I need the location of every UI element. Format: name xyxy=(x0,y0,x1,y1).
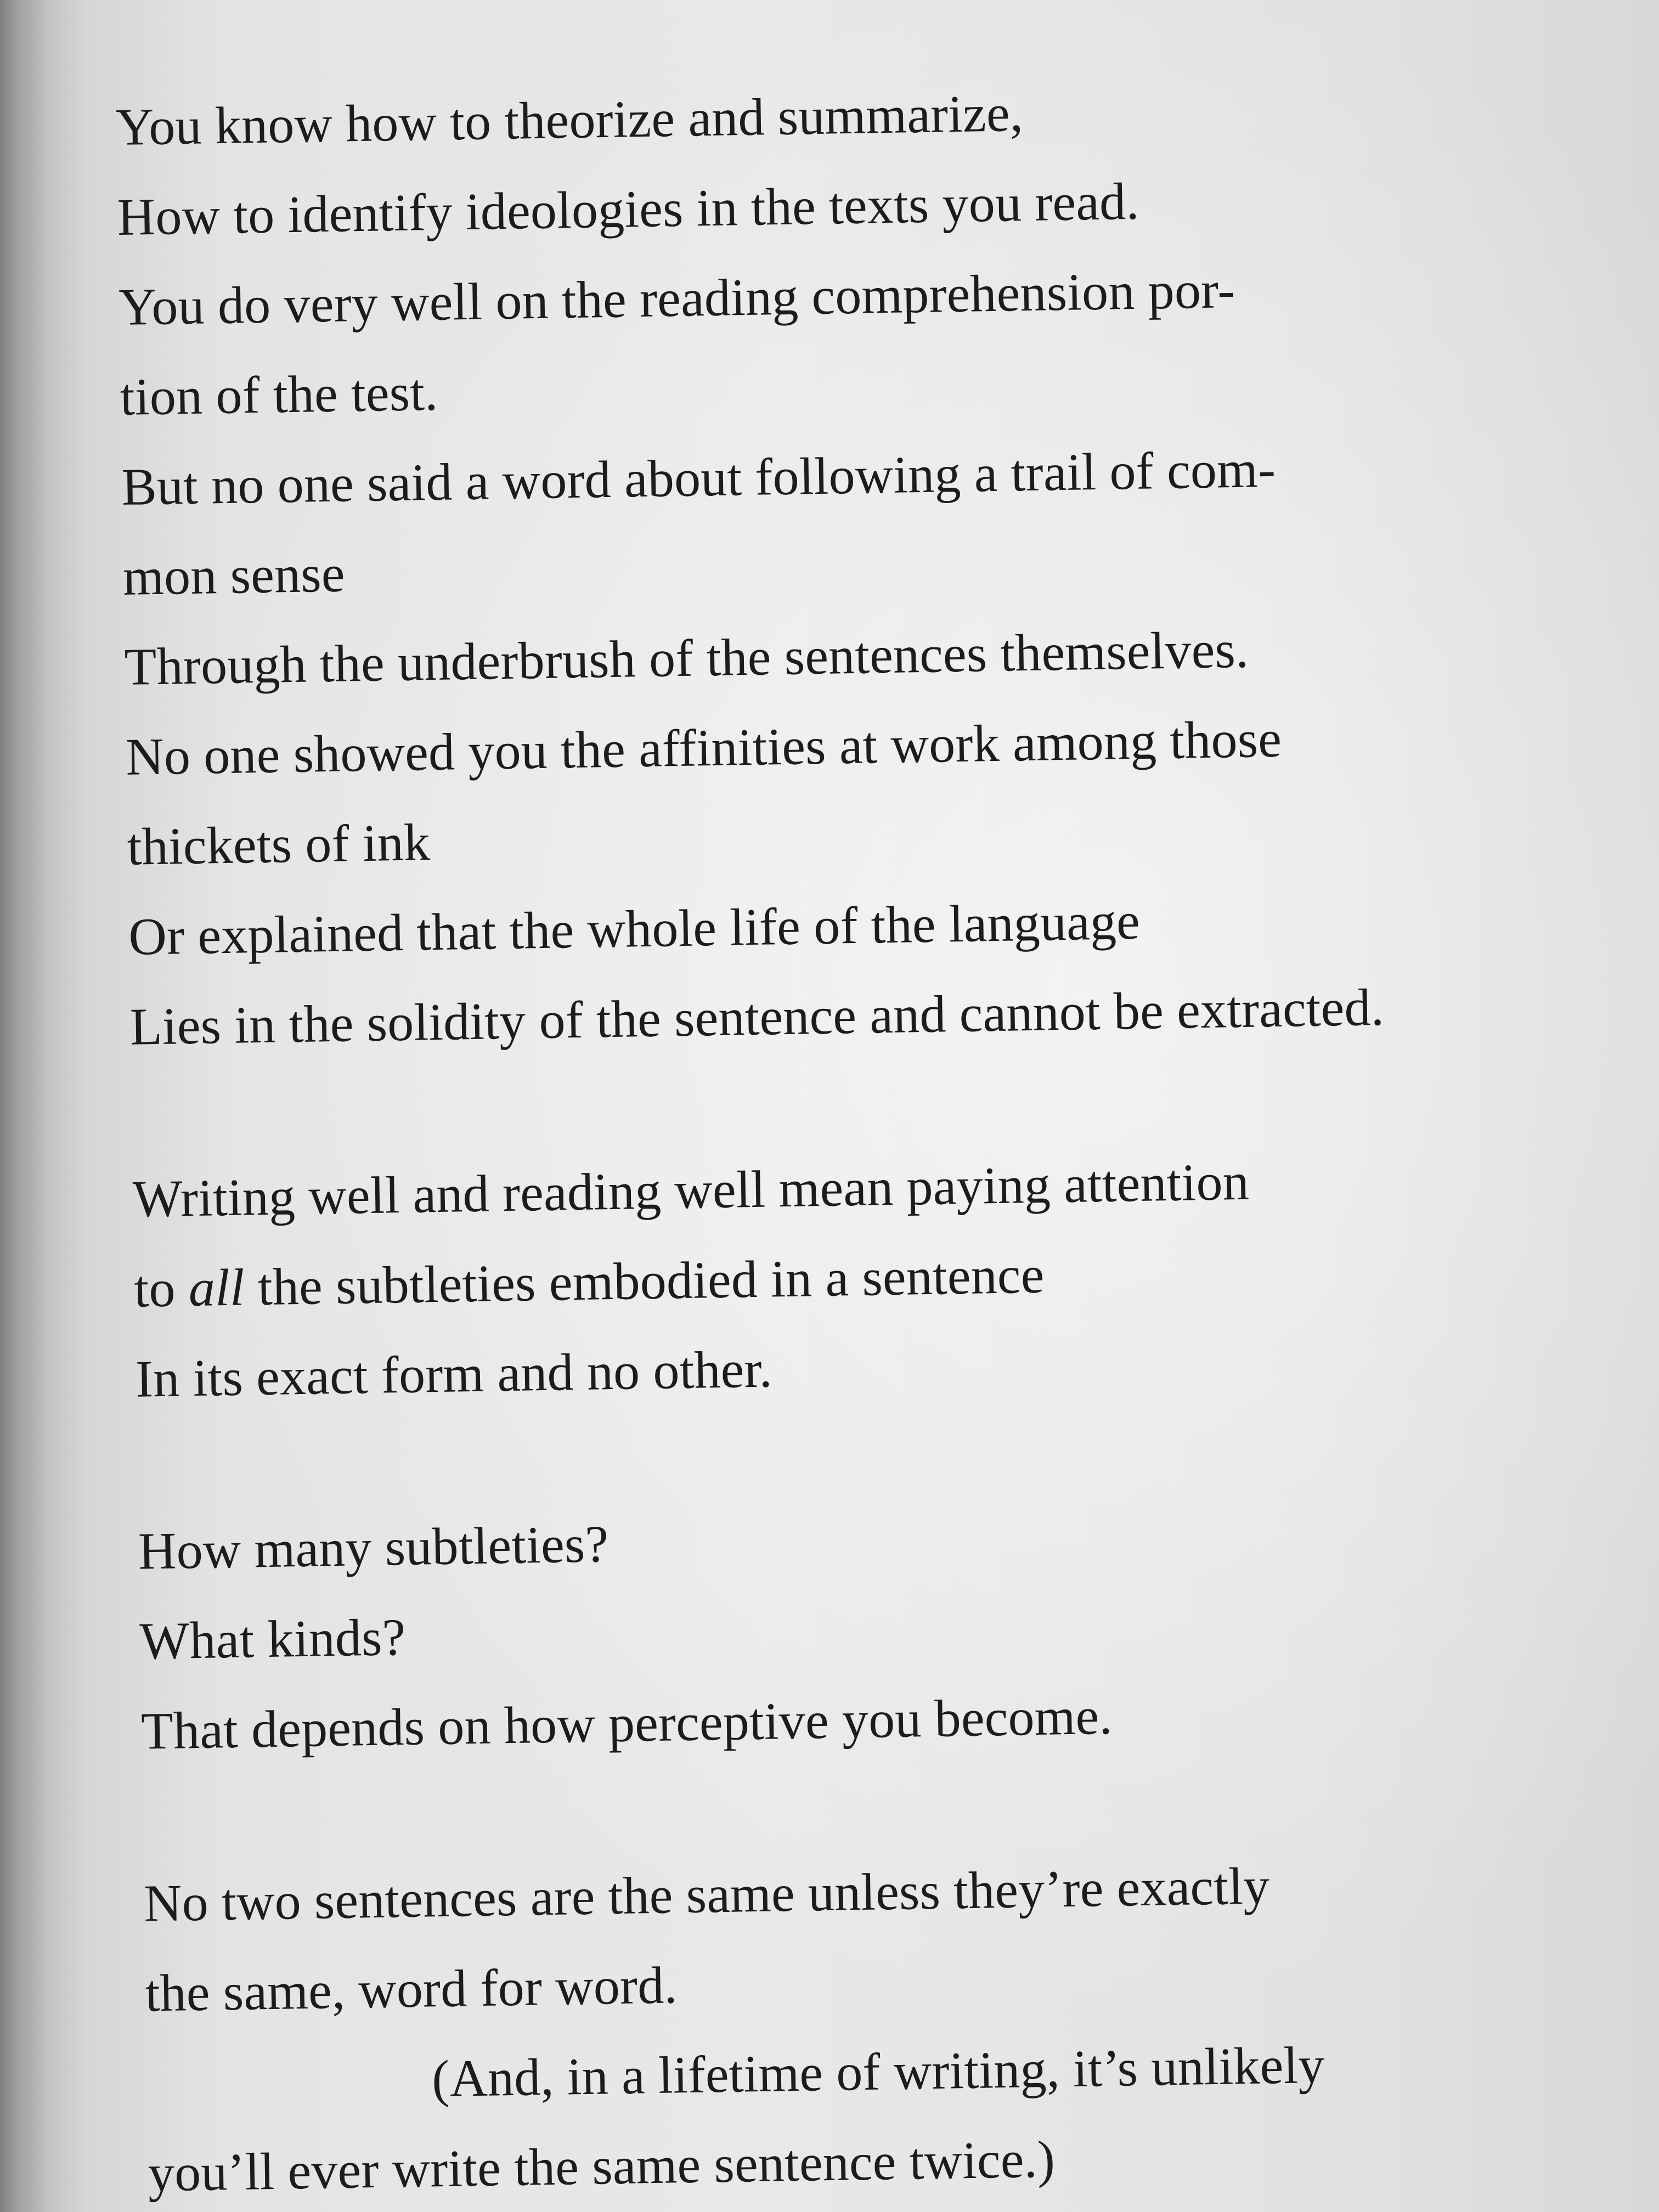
text-fragment: the subtleties embodied in a sentence xyxy=(244,1245,1045,1317)
text-line: How to identify ideologies in the texts you read. xyxy=(117,171,1140,246)
text-line: You do very well on the reading comprehension por- xyxy=(118,259,1236,336)
page-gutter-shadow xyxy=(0,0,49,2212)
text-line: No one showed you the affinities at work among those xyxy=(125,709,1282,786)
text-line: tion of the test. xyxy=(120,362,439,426)
text-line: mon sense xyxy=(122,544,346,606)
text-line: No two sentences are the same unless they’re exactly xyxy=(143,1856,1271,1933)
text-line-indented: (And, in a lifetime of writing, it’s unlikely xyxy=(431,2035,1325,2108)
stanza-3 xyxy=(138,1483,1623,1776)
page-text xyxy=(115,59,1630,2212)
text-line: But no one said a word about following a trail of com- xyxy=(121,439,1276,516)
text-line: Lies in the solidity of the sentence and cannot be extracted. xyxy=(129,977,1385,1056)
stanza-1 xyxy=(115,59,1612,1072)
text-line: you’ll ever write the same sentence twice.) xyxy=(148,2129,1056,2203)
text-fragment: to xyxy=(133,1259,189,1318)
text-line: What kinds? xyxy=(139,1607,407,1671)
text-line: thickets of ink xyxy=(127,812,431,876)
text-line: That depends on how perceptive you become. xyxy=(140,1686,1113,1760)
text-line: You know how to theorize and summarize, xyxy=(115,83,1024,156)
stanza-4 xyxy=(143,1835,1630,2212)
text-line: Writing well and reading well mean paying attention xyxy=(132,1152,1250,1228)
text-line: the same, word for word. xyxy=(144,1955,678,2023)
emphasized-word: all xyxy=(188,1257,245,1318)
text-line: How many subtleties? xyxy=(138,1514,609,1581)
text-line: Through the underbrush of the sentences themselves. xyxy=(123,619,1249,696)
text-line: Or explained that the whole life of the language xyxy=(128,891,1141,966)
stanza-2 xyxy=(132,1131,1617,1424)
text-line: In its exact form and no other. xyxy=(135,1339,773,1408)
